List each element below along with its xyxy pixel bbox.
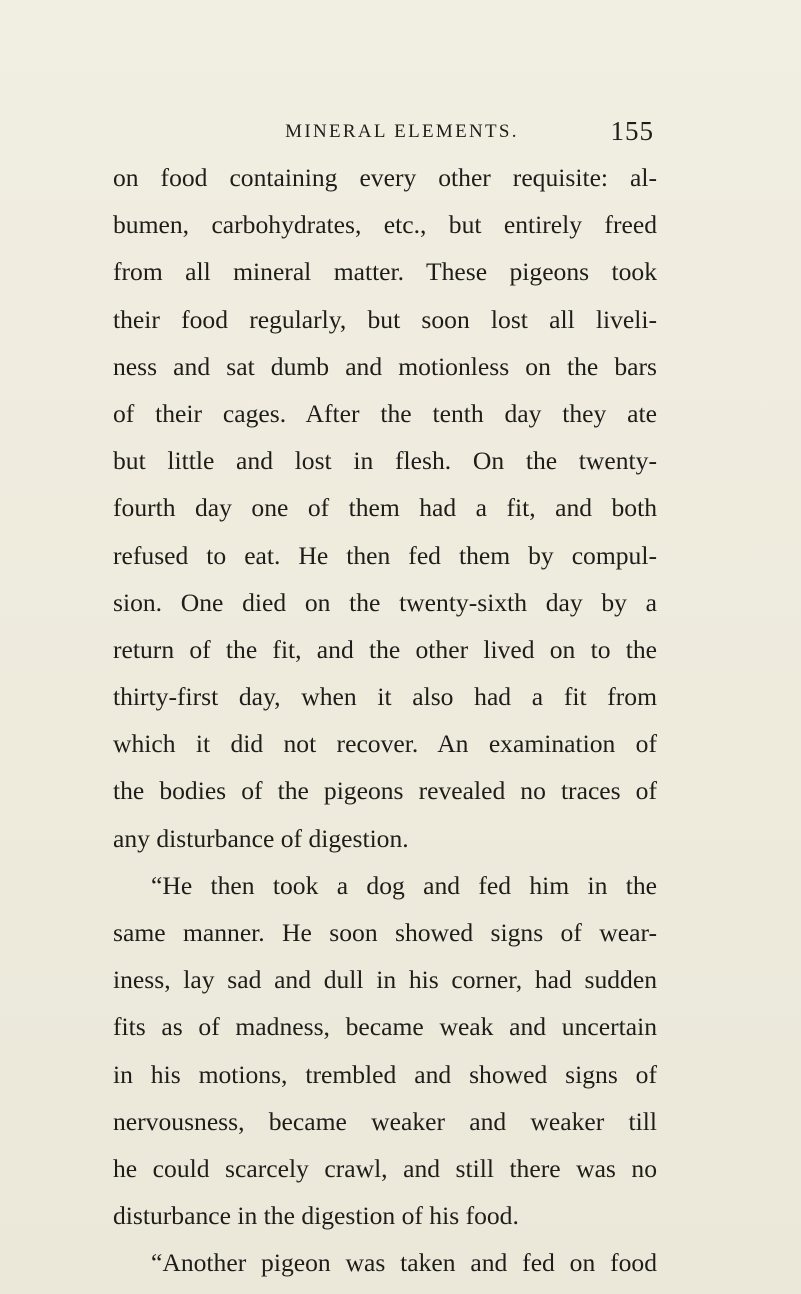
text-line: ness and sat dumb and motionless on the bars [113, 351, 657, 381]
running-title: MINERAL ELEMENTS. [285, 121, 519, 142]
text-line: but little and lost in flesh. On the twenty- [113, 446, 657, 476]
text-line: fits as of madness, became weak and uncertain [113, 1012, 657, 1042]
text-line: he could scarcely crawl, and still there was no [113, 1153, 657, 1183]
text-line: sion. One died on the twenty-sixth day by a [113, 587, 657, 617]
text-line: of their cages. After the tenth day they ate [113, 398, 657, 428]
text-line: refused to eat. He then fed them by compul- [113, 540, 657, 570]
text-line: their food regularly, but soon lost all liveli- [113, 304, 657, 334]
body-text [113, 154, 657, 1287]
paragraph-end-line: any disturbance of digestion. [113, 823, 409, 853]
running-head [114, 112, 654, 152]
paragraph-start-line: “He then took a dog and fed him in the [151, 870, 657, 900]
page-number: 155 [610, 116, 654, 146]
text-line: nervousness, became weaker and weaker till [113, 1106, 657, 1136]
text-line: return of the fit, and the other lived on to the [113, 634, 657, 664]
text-line: bumen, carbohydrates, etc., but entirely freed [113, 210, 657, 240]
text-line: in his motions, trembled and showed signs of [113, 1059, 657, 1089]
text-line: fourth day one of them had a fit, and both [113, 493, 657, 523]
text-line: from all mineral matter. These pigeons took [113, 257, 657, 287]
text-line: iness, lay sad and dull in his corner, had sudden [113, 965, 657, 995]
text-line: on food containing every other requisite: al- [113, 163, 657, 192]
paragraph-start-line: “Another pigeon was taken and fed on food [151, 1248, 657, 1278]
paragraph-end-line: disturbance in the digestion of his food. [113, 1201, 519, 1231]
text-line: the bodies of the pigeons revealed no traces of [113, 776, 657, 806]
text-line: same manner. He soon showed signs of wear- [113, 918, 657, 947]
text-line: thirty-first day, when it also had a fit from [113, 682, 657, 712]
text-line: which it did not recover. An examination of [113, 729, 657, 759]
